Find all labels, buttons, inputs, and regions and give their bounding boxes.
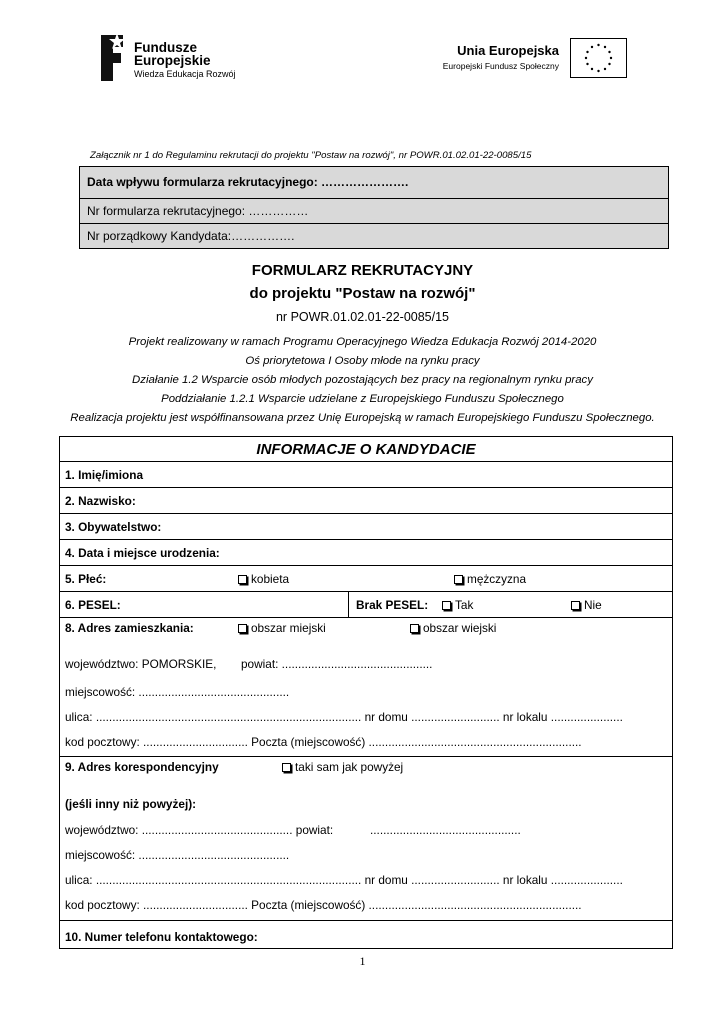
fundusze-europejskie-logo — [97, 33, 247, 85]
logo-line-1: Fundusze — [134, 40, 197, 55]
last-name-field[interactable] — [60, 488, 672, 514]
first-name-field[interactable] — [60, 462, 672, 488]
correspondence-town[interactable]: miejscowość: .............................................. — [65, 848, 290, 862]
correspondence-postal[interactable]: kod pocztowy: ................................ Poczta (miejscowość) ................................................................. — [65, 898, 582, 912]
correspondence-voivodeship[interactable]: województwo: .............................................. powiat: — [65, 823, 334, 837]
page-number: 1 — [359, 954, 366, 968]
checkbox-icon[interactable] — [454, 575, 463, 584]
gender-female-option[interactable] — [238, 566, 289, 592]
urban-area-option[interactable] — [238, 621, 326, 635]
correspondence-sub-label: (jeśli inny niż powyżej): — [65, 797, 197, 811]
gender-female-label: kobieta — [251, 572, 290, 586]
last-name-label: 2. Nazwisko: — [65, 494, 136, 508]
eu-logo-title: Unia Europejska — [457, 43, 559, 58]
checkbox-icon[interactable] — [410, 624, 419, 633]
correspondence-street[interactable]: ulica: ................................................................................. nr domu ........................... nr lokalu ...................... — [65, 873, 623, 887]
first-name-label: 1. Imię/imiona — [65, 468, 144, 482]
birth-label: 4. Data i miejsce urodzenia: — [65, 546, 220, 560]
candidate-form — [59, 436, 673, 949]
correspondence-address-block — [60, 757, 672, 921]
logo-line-3: Wiedza Edukacja Rozwój — [134, 69, 236, 79]
no-pesel-label: Brak PESEL: — [356, 598, 429, 612]
eu-logo-subtitle: Europejski Fundusz Społeczny — [442, 61, 559, 71]
receipt-form-number: Nr formularza rekrutacyjnego: …………… — [80, 198, 668, 223]
receipt-candidate-number: Nr porządkowy Kandydata:……………. — [80, 223, 668, 248]
citizenship-field[interactable] — [60, 514, 672, 540]
correspondence-county[interactable]: .............................................. — [370, 823, 521, 837]
phone-field[interactable] — [60, 921, 672, 953]
annex-note: Załącznik nr 1 do Regulaminu rekrutacji do projektu "Postaw na rozwój", nr POWR.01.02.01-22-0085/15 — [90, 150, 532, 161]
project-number: nr POWR.01.02.01-22-0085/15 — [275, 310, 450, 324]
receipt-date: Data wpływu formularza rekrutacyjnego: …………………. — [80, 167, 668, 198]
birth-field[interactable] — [60, 540, 672, 566]
residence-county[interactable]: powiat: .............................................. — [241, 657, 433, 671]
eu-logo — [435, 38, 627, 80]
no-pesel-yes-label: Tak — [455, 598, 474, 612]
citizenship-label: 3. Obywatelstwo: — [65, 520, 162, 534]
pesel-label: 6. PESEL: — [65, 598, 121, 612]
residence-postal[interactable]: kod pocztowy: ................................ Poczta (miejscowość) ................................................................. — [65, 735, 582, 749]
pesel-divider — [348, 592, 349, 617]
form-title: FORMULARZ REKRUTACYJNY — [251, 262, 474, 279]
gender-row — [60, 566, 672, 592]
no-pesel-no-label: Nie — [584, 598, 602, 612]
no-pesel-no-option[interactable] — [571, 592, 602, 618]
residence-voivodeship: województwo: POMORSKIE, — [65, 657, 217, 671]
project-title: do projektu "Postaw na rozwój" — [249, 285, 476, 302]
checkbox-icon[interactable] — [571, 601, 580, 610]
receipt-box — [79, 166, 669, 249]
urban-area-label: obszar miejski — [251, 621, 326, 635]
residence-town[interactable]: miejscowość: .............................................. — [65, 685, 290, 699]
pesel-row — [60, 592, 672, 618]
phone-label: 10. Numer telefonu kontaktowego: — [65, 930, 258, 944]
gender-male-option[interactable] — [454, 566, 526, 592]
eu-flag-icon — [570, 38, 627, 78]
description-line-3: Działanie 1.2 Wsparcie osób młodych pozostających bez pracy na regionalnym rynku pracy — [132, 374, 593, 386]
checkbox-icon[interactable] — [238, 624, 247, 633]
description-line-2: Oś priorytetowa I Osoby młode na rynku pracy — [245, 355, 480, 367]
residence-address-block — [60, 618, 672, 757]
residence-label: 8. Adres zamieszkania: — [65, 621, 194, 635]
rural-area-option[interactable] — [410, 621, 496, 635]
checkbox-icon[interactable] — [442, 601, 451, 610]
checkbox-icon[interactable] — [238, 575, 247, 584]
residence-street[interactable]: ulica: ................................................................................. nr domu ........................... nr lokalu ...................... — [65, 710, 623, 724]
gender-label: 5. Płeć: — [65, 572, 107, 586]
same-address-option[interactable] — [282, 760, 403, 774]
description-line-4: Poddziałanie 1.2.1 Wsparcie udzielane z Europejskiego Funduszu Społecznego — [161, 393, 564, 405]
section-title: INFORMACJE O KANDYDACIE — [60, 437, 672, 462]
logo-line-2: Europejskie — [134, 53, 211, 68]
correspondence-label: 9. Adres korespondencyjny — [65, 760, 219, 774]
description-line-1: Projekt realizowany w ramach Programu Operacyjnego Wiedza Edukacja Rozwój 2014-2020 — [128, 336, 597, 348]
rural-area-label: obszar wiejski — [423, 621, 497, 635]
same-address-label: taki sam jak powyżej — [295, 760, 404, 774]
no-pesel-yes-option[interactable] — [442, 592, 473, 618]
description-line-5: Realizacja projektu jest współfinansowana przez Unię Europejską w ramach Europejskiego Funduszu Społecznego. — [70, 412, 655, 424]
checkbox-icon[interactable] — [282, 763, 291, 772]
fundusze-europejskie-star-icon — [97, 33, 127, 83]
gender-male-label: mężczyzna — [467, 572, 527, 586]
